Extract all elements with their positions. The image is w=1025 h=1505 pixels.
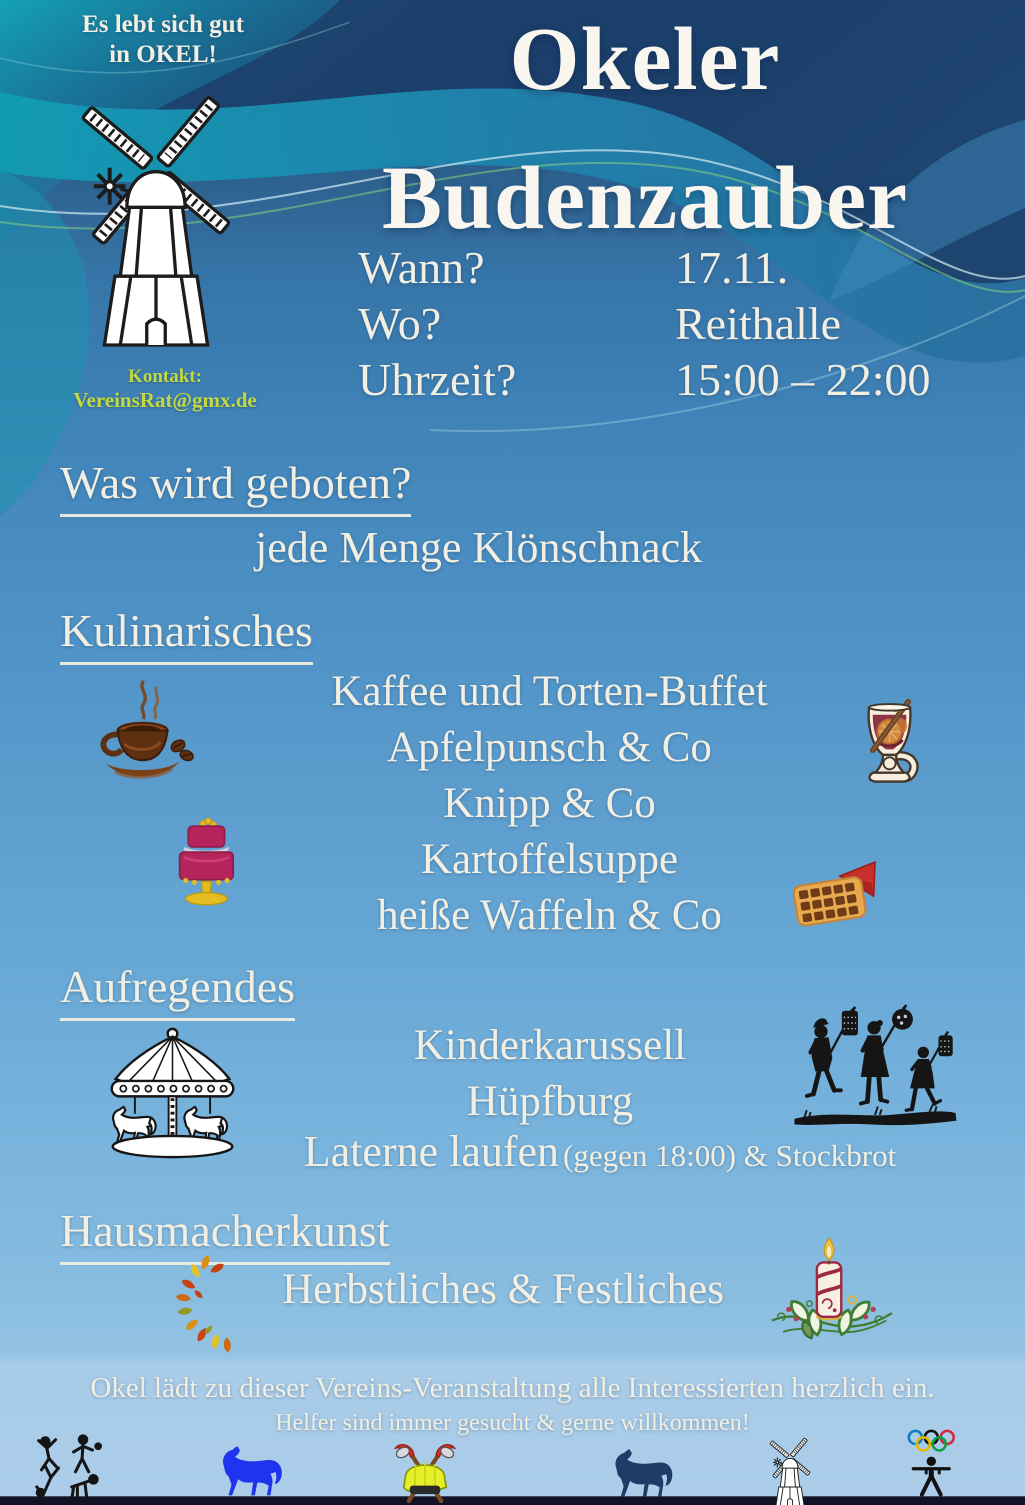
kulinarisches-list [262,664,837,944]
windmill-icon [70,74,242,354]
title-line2: Budenzauber [381,149,909,248]
punch-glass-icon [850,698,930,824]
detail-value: 15:00 – 22:00 [675,354,931,405]
section-heading-kulinarisches: Kulinarisches [60,606,313,665]
section-heading-hausmacherkunst: Hausmacherkunst [60,1206,390,1265]
autumn-leaves-icon [170,1255,250,1353]
slogan [38,10,288,70]
olympic-shooter-icon [896,1428,968,1504]
layer-cake-icon [165,812,247,912]
list-item: Kinderkarussell [413,1022,687,1069]
carousel-icon [90,1025,255,1160]
dark-horse-icon [598,1448,690,1505]
contact-block [25,366,305,412]
detail-value: Reithalle [675,298,842,349]
detail-row-wann [358,240,978,296]
event-details [358,240,978,408]
acrobats-icon [30,1434,120,1502]
slogan-line1: Es lebt sich gut [82,11,244,38]
detail-row-uhrzeit [358,352,978,408]
list-item: Kaffee und Torten-Buffet [331,668,768,715]
aufregendes-list [300,1018,800,1130]
poster-title [265,12,1025,246]
firefighter-icon [380,1438,470,1505]
lantern-main: Laterne laufen [303,1127,560,1176]
detail-label: Uhrzeit? [358,354,517,405]
footer-helpers: Helfer sind immer gesucht & gerne willkommen! [275,1410,750,1436]
list-item: heiße Waffeln & Co [377,892,722,939]
angebot-line: jede Menge Klönschnack [255,523,703,572]
slogan-line2: in OKEL! [109,41,217,68]
candle-icon [755,1230,905,1353]
title-line1: Okeler [509,10,781,109]
detail-label: Wann? [358,242,485,293]
contact-email: VereinsRat@gmx.de [73,387,257,412]
footer-invitation: Okel lädt zu dieser Vereins-Veranstaltung alle Interessierten herzlich ein. [90,1372,935,1404]
list-item: Hüpfburg [466,1078,634,1125]
list-item: Knipp & Co [443,780,656,827]
contact-label: Kontakt: [128,366,202,387]
hausmacherkunst-line: Herbstliches & Festliches [282,1266,724,1313]
lantern-children-icon [785,995,965,1143]
waffle-icon [792,858,888,938]
detail-label: Wo? [358,298,442,349]
blue-horse-icon [205,1445,300,1505]
detail-row-wo [358,296,978,352]
small-windmill-icon [766,1432,814,1505]
list-item: Kartoffelsuppe [420,836,679,883]
coffee-cup-icon [90,675,200,790]
section-heading-aufregendes: Aufregendes [60,962,295,1021]
lantern-note: (gegen 18:00) & Stockbrot [563,1138,897,1173]
list-item: Apfelpunsch & Co [387,724,712,771]
detail-value: 17.11. [675,242,789,293]
section-heading-angebot: Was wird geboten? [60,458,411,517]
